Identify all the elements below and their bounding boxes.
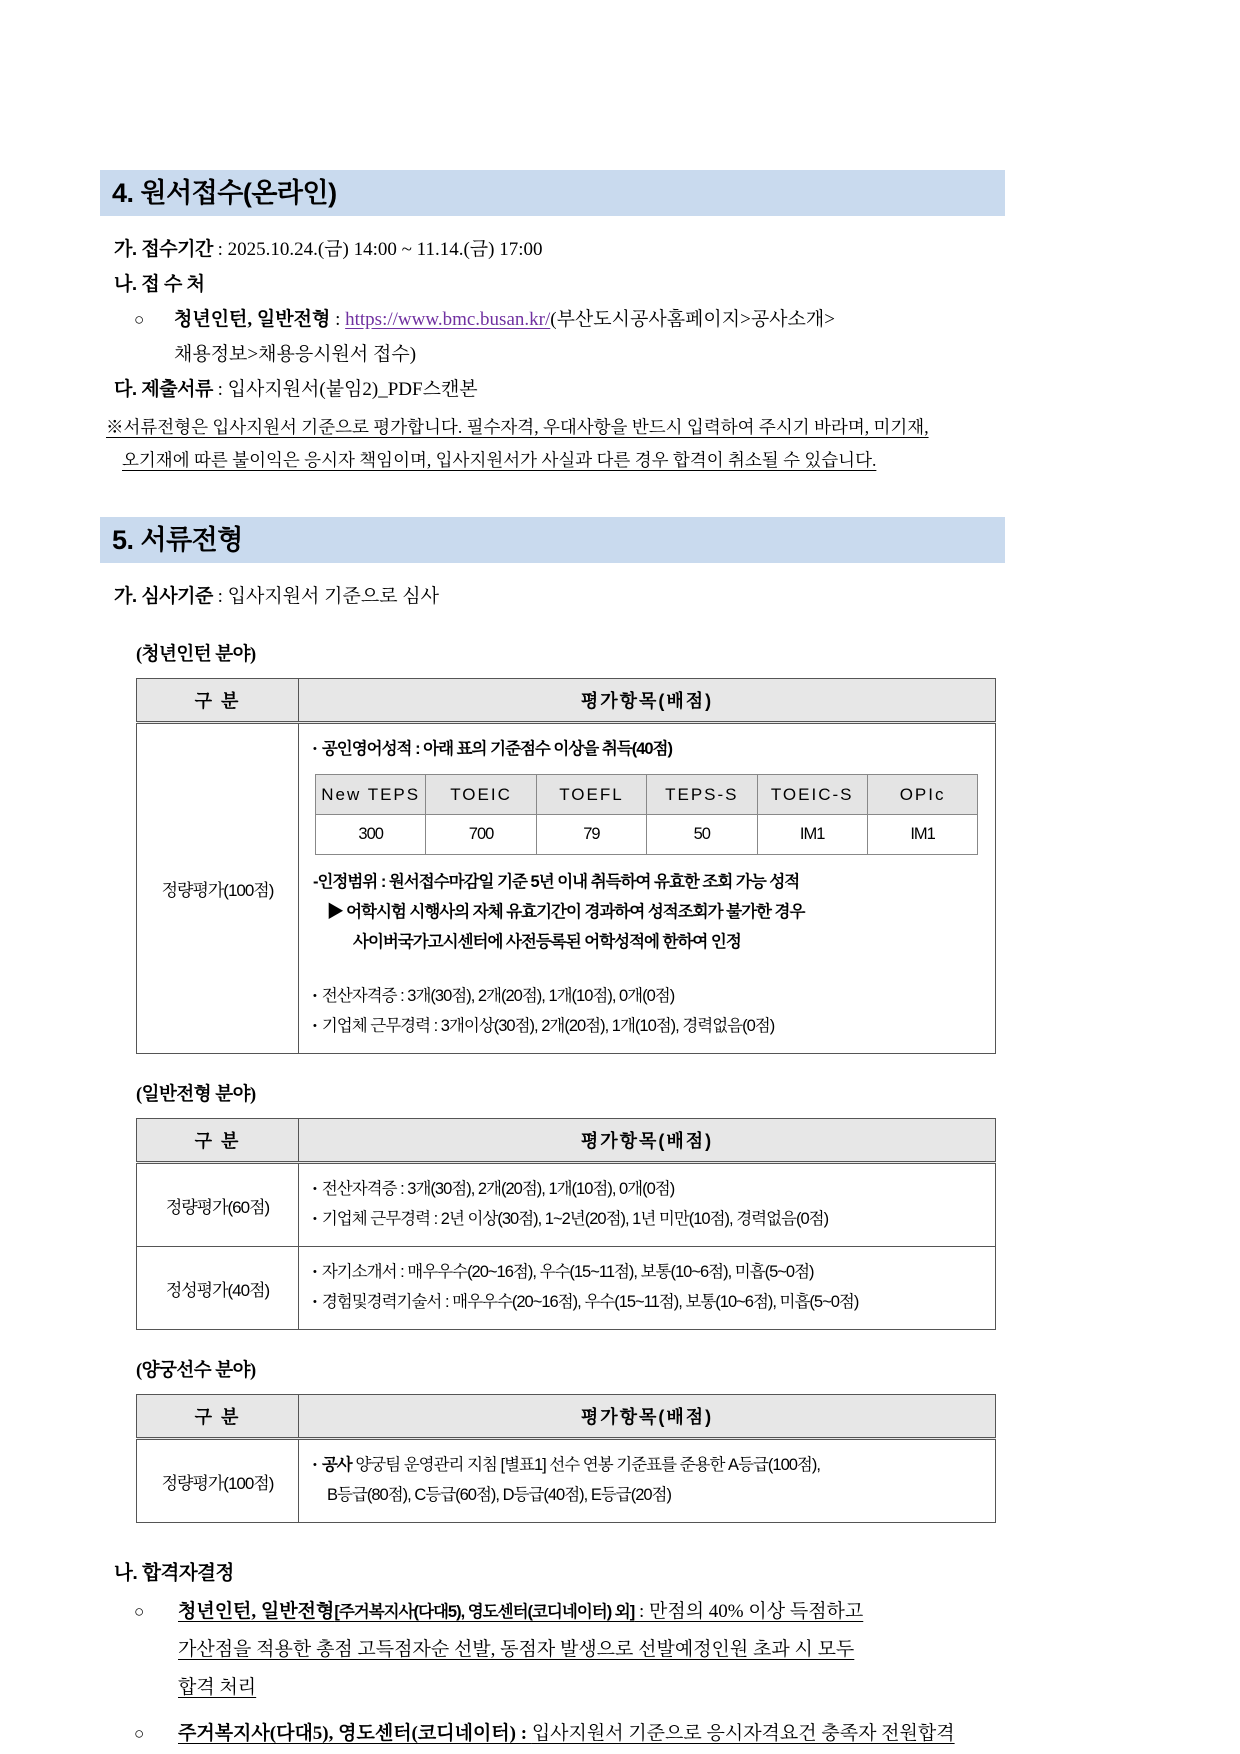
- diamond-bullet-icon: •: [313, 990, 316, 1002]
- general-qual-text2: 경험및경력기술서 : 매우우수(20~16점), 우수(15~11점), 보통(10~6점), 미흡(5~0점): [321, 1293, 859, 1311]
- archery-line2: B등급(80점), C등급(60점), D등급(40점), E등급(20점): [327, 1486, 671, 1504]
- youth-table-caption: (청년인턴 분야): [136, 645, 256, 665]
- decision-b1-line2: 가산점을 적용한 총점 고득점자순 선발, 동점자 발생으로 선발예정인원 초과 시 모두: [178, 1639, 855, 1660]
- decision-b1-line1: [178, 1593, 863, 1631]
- test-value: 700: [426, 815, 536, 855]
- documents-line: [114, 372, 1145, 407]
- test-value: IM1: [867, 815, 977, 855]
- youth-row-content: [299, 723, 996, 1054]
- archery-table-header-row: [137, 1395, 996, 1439]
- youth-col2-header: 평가항목(배점): [299, 679, 996, 723]
- diamond-bullet-icon: •: [313, 1183, 316, 1195]
- career-line: [313, 1011, 983, 1041]
- archery-table-row: [137, 1439, 996, 1523]
- receipt-place-text: [174, 302, 835, 337]
- english-score-line: [313, 734, 983, 764]
- general-table-row-quant: [137, 1163, 996, 1247]
- general-qual-label: 정성평가(40점): [137, 1247, 299, 1330]
- general-table-caption: (일반전형 분야): [136, 1085, 256, 1105]
- general-table-header-row: [137, 1119, 996, 1163]
- archery-rest: 양궁팀 운영관리 지침 [별표1] 선수 연봉 기준표를 준용한 A등급(100점),: [351, 1456, 820, 1474]
- criteria-line: [114, 579, 1145, 614]
- youth-row-label: 정량평가(100점): [137, 723, 299, 1054]
- decision-heading: 나. 합격자결정: [114, 1562, 234, 1584]
- general-qual-content: [299, 1247, 996, 1330]
- general-qual-text1: 자기소개서 : 매우우수(20~16점), 우수(15~11점), 보통(10~6점), 미흡(5~0점): [321, 1263, 814, 1281]
- decision-section: [100, 1557, 1145, 1753]
- test-value: 50: [647, 815, 757, 855]
- receipt-period-label: 가. 접수기간: [114, 239, 213, 260]
- criteria-label: 가. 심사기준: [114, 586, 213, 607]
- receipt-place-label: 나. 접 수 처: [114, 274, 205, 295]
- archery-bold: 공사: [321, 1456, 352, 1474]
- diamond-bullet-icon: •: [313, 1213, 316, 1225]
- screening-note: [100, 411, 1145, 477]
- circle-bullet-icon: ○: [134, 310, 145, 329]
- archery-line1: [313, 1450, 983, 1480]
- archery-row-label: 정량평가(100점): [137, 1439, 299, 1523]
- diamond-bullet-icon: •: [313, 743, 316, 755]
- receipt-period-line: [114, 232, 1145, 267]
- section4-body: [100, 232, 1145, 407]
- archery-col2-header: 평가항목(배점): [299, 1395, 996, 1439]
- bullet-colon: :: [330, 309, 346, 330]
- decision-b1-rest: : 만점의 40% 이상 득점하고: [634, 1601, 864, 1622]
- circle-bullet-icon: ○: [134, 1602, 145, 1621]
- cert-line: [313, 981, 983, 1011]
- decision-bullet1-body: [178, 1593, 863, 1707]
- bullet-target: 청년인턴, 일반전형: [174, 309, 331, 330]
- receipt-place-bullet: [114, 302, 1145, 337]
- documents-label: 다. 제출서류: [114, 379, 213, 400]
- scope-line3: 사이버국가고시센터에 사전등록된 어학성적에 한하여 인정: [353, 933, 741, 951]
- general-col2-header: 평가항목(배점): [299, 1119, 996, 1163]
- scope-line2: ▶ 어학시험 시행사의 자체 유효기간이 경과하여 성적조회가 불가한 경우: [327, 903, 805, 921]
- general-quant-line2: [313, 1204, 983, 1234]
- archery-eval-table: [136, 1394, 996, 1523]
- decision-bullet1: [100, 1593, 1145, 1707]
- bmc-website-link[interactable]: https://www.bmc.busan.kr/: [345, 309, 551, 330]
- decision-b2-rest: 입사지원서 기준으로 응시자격요건 충족자 전원합격: [531, 1723, 955, 1744]
- decision-b1-bold: 청년인턴, 일반전형: [178, 1601, 335, 1622]
- career-text: 기업체 근무경력 : 3개이상(30점), 2개(20점), 1개(10점), 경력없음(0점): [321, 1017, 775, 1035]
- archery-table-caption: (양궁선수 분야): [136, 1361, 256, 1381]
- receipt-place-line: [114, 267, 1145, 302]
- test-header: OPIc: [867, 775, 977, 815]
- section5-body: [100, 579, 1145, 614]
- diamond-bullet-icon: •: [313, 1020, 316, 1032]
- note-line1: ※서류전형은 입사지원서 기준으로 평가합니다. 필수자격, 우대사항을 반드시 입력하여 주시기 바라며, 미기재,: [106, 417, 929, 437]
- diamond-bullet-icon: •: [313, 1266, 316, 1278]
- scope-line1: -인정범위 : 원서접수마감일 기준 5년 이내 취득하여 유효한 조회 가능 성적: [313, 873, 800, 891]
- english-score-text: 공인영어성적 : 아래 표의 기준점수 이상을 취득(40점): [321, 740, 672, 758]
- general-quant-text1: 전산자격증 : 3개(30점), 2개(20점), 1개(10점), 0개(0점): [321, 1180, 675, 1198]
- decision-b1-bracket: [주거복지사(다대5), 영도센터(코디네이터) 외]: [334, 1603, 635, 1621]
- decision-b2-bold: 주거복지사(다대5), 영도센터(코디네이터) :: [178, 1723, 532, 1744]
- test-header: TOEIC: [426, 775, 536, 815]
- general-qual-line2: [313, 1287, 983, 1317]
- criteria-value: : 입사지원서 기준으로 심사: [217, 586, 440, 607]
- diamond-bullet-icon: •: [313, 1296, 316, 1308]
- youth-col1-header: 구 분: [137, 679, 299, 723]
- english-test-table: [315, 774, 978, 855]
- general-col1-header: 구 분: [137, 1119, 299, 1163]
- test-header: TEPS-S: [647, 775, 757, 815]
- decision-bullet2: [100, 1715, 1145, 1753]
- bullet-after: (부산도시공사홈페이지>공사소개>: [550, 309, 835, 330]
- youth-table-row: [137, 723, 996, 1054]
- circle-bullet-icon: ○: [134, 1724, 145, 1743]
- general-eval-table: [136, 1118, 996, 1330]
- note-line2: 오기재에 따른 불이익은 응시자 책임이며, 입사지원서가 사실과 다른 경우 합격이 취소될 수 있습니다.: [122, 450, 877, 470]
- receipt-period-value: : 2025.10.24.(금) 14:00 ~ 11.14.(금) 17:00: [217, 239, 543, 260]
- test-header: New TEPS: [316, 775, 426, 815]
- general-qual-line1: [313, 1257, 983, 1287]
- archery-col1-header: 구 분: [137, 1395, 299, 1439]
- test-value: IM1: [757, 815, 867, 855]
- general-quant-line1: [313, 1174, 983, 1204]
- youth-table-header-row: [137, 679, 996, 723]
- test-value: 79: [536, 815, 646, 855]
- general-quant-content: [299, 1163, 996, 1247]
- decision-b2-line1: [178, 1715, 955, 1753]
- diamond-bullet-icon: •: [313, 1459, 316, 1471]
- test-value-row: [316, 815, 978, 855]
- receipt-place-wrap: 채용정보>채용응시원서 접수): [174, 344, 417, 365]
- cert-text: 전산자격증 : 3개(30점), 2개(20점), 1개(10점), 0개(0점): [321, 987, 675, 1005]
- general-quant-text2: 기업체 근무경력 : 2년 이상(30점), 1~2년(20점), 1년 미만(10점), 경력없음(0점): [321, 1210, 829, 1228]
- test-header: TOEFL: [536, 775, 646, 815]
- general-table-row-qual: [137, 1247, 996, 1330]
- test-header-row: [316, 775, 978, 815]
- general-quant-label: 정량평가(60점): [137, 1163, 299, 1247]
- documents-value: : 입사지원서(붙임2)_PDF스캔본: [217, 379, 478, 400]
- section5-heading: 5. 서류전형: [100, 517, 1005, 563]
- youth-eval-table: [136, 678, 996, 1054]
- decision-bullet2-body: [178, 1715, 955, 1753]
- test-value: 300: [316, 815, 426, 855]
- section4-heading: 4. 원서접수(온라인): [100, 170, 1005, 216]
- archery-row-content: [299, 1439, 996, 1523]
- decision-b1-line3: 합격 처리: [178, 1677, 257, 1698]
- test-header: TOEIC-S: [757, 775, 867, 815]
